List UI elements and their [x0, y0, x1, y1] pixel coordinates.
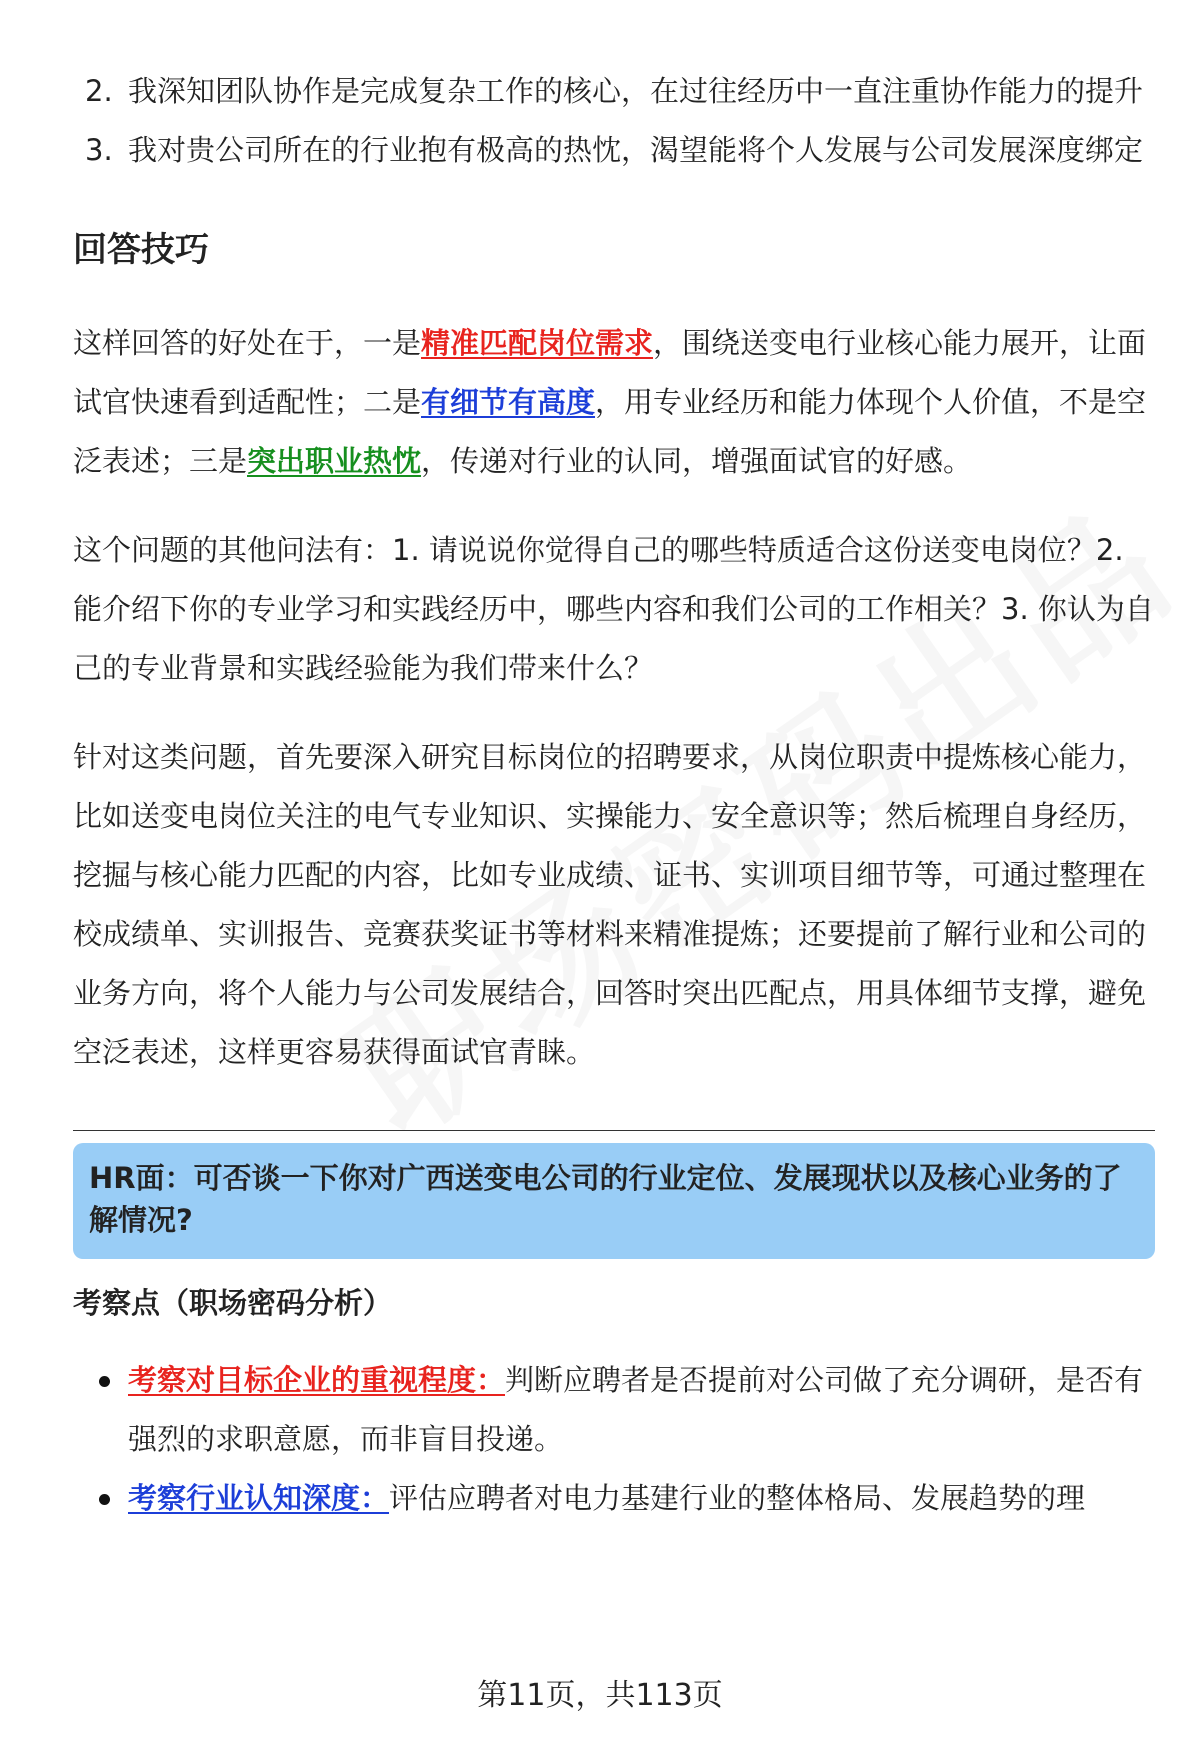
tips-paragraph-2: 这个问题的其他问法有：1. 请说说你觉得自己的哪些特质适合这份送变电岗位？2. 能介绍下你的专业学习和实践经历中，哪些内容和我们公司的工作相关？3. 你认为自己的专业背景和实践经验能为我们带来什么？	[73, 533, 1154, 685]
numbered-list	[73, 62, 1155, 180]
bullet-text: 判断应聘者是否提前对公司做了充分调研，是否有强烈的求职意愿，而非盲目投递。	[128, 1363, 1144, 1456]
text-run: 这样回答的好处在于，一是	[73, 326, 422, 360]
section-heading-tips: 回答技巧	[73, 230, 209, 270]
bullet-item	[73, 1469, 1155, 1528]
bullet-dot-icon	[99, 1494, 110, 1505]
list-number: 3.	[85, 133, 113, 167]
bullet-item	[73, 1351, 1155, 1469]
page-content	[73, 62, 1155, 1528]
highlight-red: 精准匹配岗位需求	[421, 326, 654, 360]
hr-question-box: HR面：可否谈一下你对广西送变电公司的行业定位、发展现状以及核心业务的了解情况?	[73, 1143, 1155, 1259]
tips-paragraph-1	[73, 314, 1155, 491]
bullet-text: 评估应聘者对电力基建行业的整体格局、发展趋势的理	[389, 1481, 1086, 1515]
bullet-dot-icon	[99, 1376, 110, 1387]
exam-points-heading: 考察点（职场密码分析）	[73, 1286, 393, 1320]
text-run: ，围绕送变电行业核心能力展开，让面试官快速看到适配性；二是	[73, 326, 1147, 419]
tips-paragraph-3: 针对这类问题，首先要深入研究目标岗位的招聘要求，从岗位职责中提炼核心能力，比如送变电岗位关注的电气专业知识、实操能力、安全意识等；然后梳理自身经历，挖掘与核心能力匹配的内容，比如专业成绩、证书、实训项目细节等，可通过整理在校成绩单、实训报告、竞赛获奖证书等材料来精准提炼；还要提前了解行业和公司的业务方向，将个人能力与公司发展结合，回答时突出匹配点，用具体细节支撑，避免空泛表述，这样更容易获得面试官青睐。	[73, 740, 1147, 1069]
bullet-list	[73, 1351, 1155, 1528]
section-divider	[73, 1130, 1155, 1131]
text-run: ，用专业经历和能力体现个人价值，不是空泛表述；三是	[73, 385, 1147, 478]
highlight-green: 突出职业热忱	[247, 444, 422, 478]
page-footer: 第11页，共113页	[477, 1678, 723, 1713]
list-number: 2.	[85, 74, 113, 108]
list-item	[73, 62, 1155, 121]
bullet-label: 考察行业认知深度：	[128, 1481, 390, 1515]
list-item	[73, 121, 1155, 180]
highlight-blue: 有细节有高度	[421, 385, 596, 419]
list-text: 我对贵公司所在的行业抱有极高的热忱，渴望能将个人发展与公司发展深度绑定	[128, 133, 1144, 167]
list-text: 我深知团队协作是完成复杂工作的核心，在过往经历中一直注重协作能力的提升	[128, 74, 1144, 108]
bullet-label: 考察对目标企业的重视程度：	[128, 1363, 506, 1397]
text-run: ，传递对行业的认同，增强面试官的好感。	[421, 444, 973, 478]
